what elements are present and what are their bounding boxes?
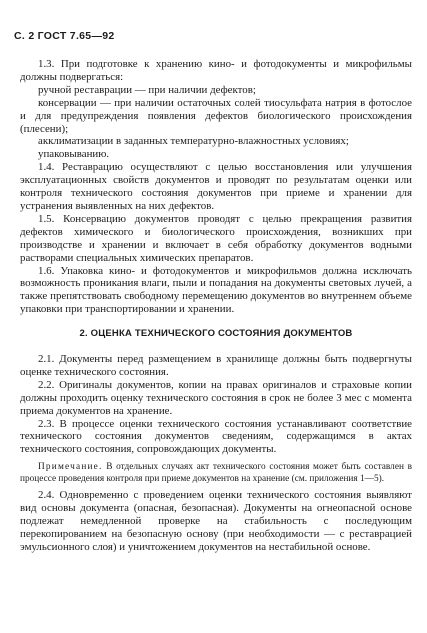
section-title: 2. ОЦЕНКА ТЕХНИЧЕСКОГО СОСТОЯНИЯ ДОКУМЕНТОВ	[79, 328, 353, 340]
list-item-packing: упаковыванию.	[38, 148, 110, 161]
list-item-acclimatization: акклиматизации в заданных температурно-влажностных условиях;	[38, 135, 349, 148]
paragraph-1-3: 1.3. При подготовке к хранению кино- и фотодокументы и микрофильмы должны подвергаться:	[20, 58, 412, 83]
note-text: В отдельных случаях акт технического состояния может быть составлен в процессе проведения контроля при приеме документов на хранение (см. приложения 1—5).	[20, 462, 412, 484]
paragraph-1-4: 1.4. Реставрацию осуществляют с целью восстановления или улучшения эксплуатационных свойств документов и проводят по результатам оценки или контроля технического состояния документов при приеме и хранении для устранения выявленных на них дефектов.	[20, 161, 412, 212]
paragraph-2-1: 2.1. Документы перед размещением в хранилище должны быть подвергнуты оценке технического состояния.	[20, 353, 412, 378]
note-label: Примечание.	[38, 462, 103, 473]
paragraph-2-4: 2.4. Одновременно с проведением оценки технического состояния выявляют вид основы документа (опасная, безопасная). Документы на огнеопасной основе подлежат немедленной проверке на стабильность с последующим перекопированием на безопасную основу (при необходимости — с реставрацией эмульсионного слоя) и уничтожением документов на нестабильной основе.	[20, 489, 412, 553]
note	[20, 462, 412, 485]
paragraph-1-6: 1.6. Упаковка кино- и фотодокументов и микрофильмов должна исключать возможность проникания влаги, пыли и попадания на документы световых лучей, а также препятствовать свободному перемещению документов во внутреннем объеме упаковки при транспортировании и хранении.	[20, 264, 412, 316]
paragraph-1-5: 1.5. Консервацию документов проводят с целью прекращения развития дефектов химического и биологического происхождения, возникших при производстве и хранении и включает в себя обработку документов водными растворами специальных химических препаратов.	[20, 212, 412, 264]
list-item-restoration: ручной реставрации — при наличии дефектов;	[38, 83, 256, 96]
list-item-conservation: консервации — при наличии остаточных солей тиосульфата натрия в фотослое и для предупреждения появления дефектов биологического происхождения (плесени);	[20, 96, 412, 135]
document-body	[20, 58, 412, 554]
paragraph-2-2: 2.2. Оригиналы документов, копии на правах оригиналов и страховые копии должны проходить оценку технического состояния в срок не более 3 мес с момента приема документов на хранение.	[20, 378, 412, 417]
paragraph-2-3: 2.3. В процессе оценки технического состояния устанавливают соответствие технического состояния документов сведениям, содержащимся в актах технического состояния, сопровождающих документы.	[20, 417, 412, 456]
page-header: С. 2 ГОСТ 7.65—92	[14, 30, 115, 42]
